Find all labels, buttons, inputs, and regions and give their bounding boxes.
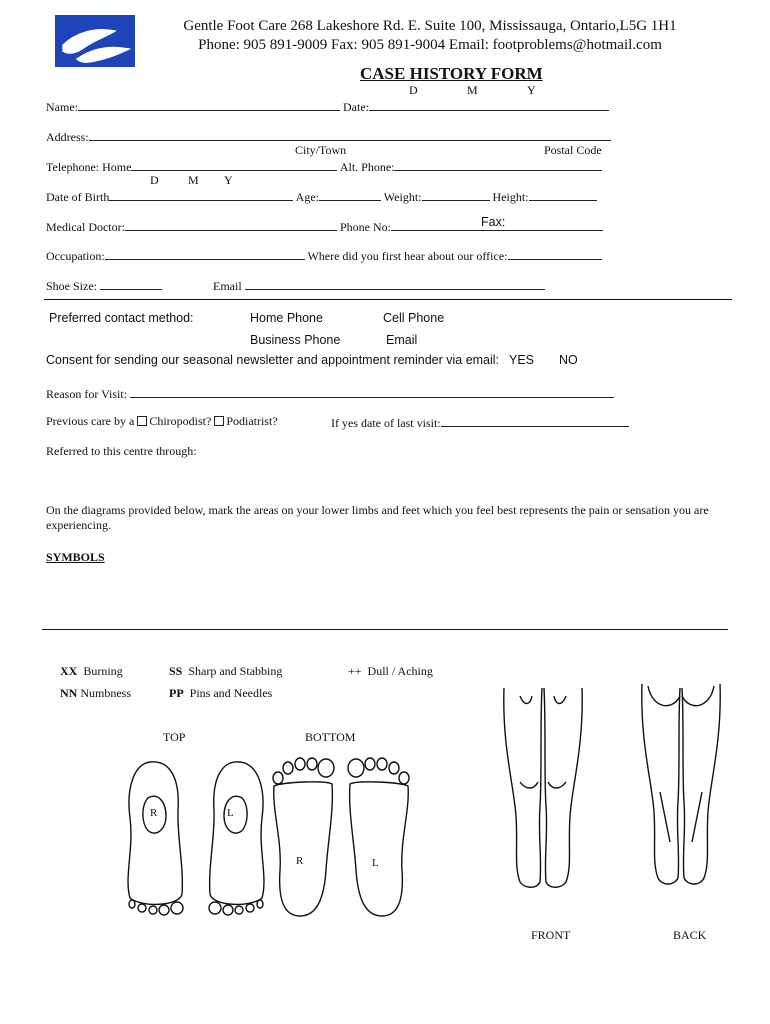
symbols-heading: SYMBOLS — [46, 550, 105, 564]
doctor-row — [46, 218, 603, 235]
right-foot-bottom-diagram[interactable] — [268, 750, 338, 920]
shoe-size-row — [46, 277, 162, 294]
legend-dull-code: ++ — [348, 664, 362, 678]
name-field[interactable] — [78, 98, 340, 111]
date-year-label: Y — [527, 83, 536, 97]
right-foot-top-letter: R — [150, 807, 158, 819]
chiropodist-checkbox[interactable] — [137, 416, 147, 426]
alt-phone-field[interactable] — [394, 158, 602, 171]
clinic-contact: Phone: 905 891-9009 Fax: 905 891-9004 Email: footproblems@hotmail.com — [198, 37, 662, 53]
contact-email-option[interactable]: Email — [386, 333, 418, 347]
date-day-label: D — [409, 83, 418, 97]
doctor-label: Medical Doctor: — [46, 220, 125, 234]
right-foot-bottom-letter: R — [296, 855, 304, 867]
shoe-size-field[interactable] — [100, 277, 162, 290]
right-foot-top-diagram[interactable] — [122, 758, 192, 918]
alt-phone-label: Alt. Phone: — [339, 160, 395, 174]
top-view-label: TOP — [163, 730, 186, 744]
front-view-label: FRONT — [531, 928, 571, 942]
legend-dull — [348, 664, 433, 679]
legend-numbness-text: Numbness — [80, 686, 132, 700]
contact-cell-phone-option[interactable]: Cell Phone — [383, 311, 445, 325]
symbols-divider — [42, 629, 728, 630]
section-divider — [44, 299, 732, 300]
dob-field[interactable] — [109, 188, 293, 201]
legend-burning-code: XX — [60, 664, 78, 678]
prev-care-row — [46, 414, 278, 429]
age-field[interactable] — [319, 188, 381, 201]
legs-front-diagram[interactable] — [500, 686, 586, 896]
legend-burning — [60, 664, 123, 679]
left-foot-top-letter: L — [227, 807, 234, 819]
reason-label: Reason for Visit: — [46, 387, 128, 401]
legend-pins — [169, 686, 272, 701]
doctor-phone-label: Phone No: — [339, 220, 391, 234]
shoe-size-label: Shoe Size: — [46, 279, 97, 293]
address-field[interactable] — [89, 128, 611, 141]
age-label: Age: — [295, 190, 319, 204]
postal-label: Postal Code — [544, 143, 602, 157]
contact-home-phone-option[interactable]: Home Phone — [250, 311, 323, 325]
legend-sharp-text: Sharp and Stabbing — [188, 664, 283, 678]
dob-year-label: Y — [224, 173, 233, 187]
clinic-logo — [55, 15, 135, 67]
weight-label: Weight: — [383, 190, 422, 204]
legs-back-diagram[interactable] — [638, 682, 724, 892]
email-label: Email — [213, 279, 242, 293]
date-label: Date: — [343, 100, 369, 114]
dob-row — [46, 188, 597, 205]
last-visit-field[interactable] — [441, 414, 629, 427]
dob-month-label: M — [188, 173, 199, 187]
hear-about-label: Where did you first hear about our office: — [307, 249, 508, 263]
consent-yes-option[interactable]: YES — [509, 353, 535, 367]
email-field[interactable] — [245, 277, 545, 290]
podiatrist-checkbox[interactable] — [214, 416, 224, 426]
name-label: Name: — [46, 100, 78, 114]
date-field[interactable] — [369, 98, 609, 111]
legend-pins-code: PP — [169, 686, 184, 700]
legend-sharp — [169, 664, 282, 679]
form-title: CASE HISTORY FORM — [360, 64, 543, 83]
legend-numbness — [60, 686, 131, 701]
height-field[interactable] — [529, 188, 597, 201]
dob-label: Date of Birth — [46, 190, 110, 204]
weight-field[interactable] — [422, 188, 490, 201]
email-row — [213, 277, 545, 294]
diagram-instructions: On the diagrams provided below, mark the areas on your lower limbs and feet which you feel best represents the pain or sensation you are experiencing. — [46, 503, 709, 532]
city-label: City/Town — [295, 143, 347, 157]
reason-row — [46, 385, 614, 402]
legend-sharp-code: SS — [169, 664, 183, 678]
last-visit-row — [331, 414, 629, 431]
back-view-label: BACK — [673, 928, 707, 942]
legend-numbness-code: NN — [60, 686, 78, 700]
left-foot-bottom-letter: L — [372, 857, 379, 869]
telephone-row — [46, 158, 602, 175]
reason-field[interactable] — [130, 385, 614, 398]
home-phone-field[interactable] — [131, 158, 337, 171]
contact-method-label: Preferred contact method: — [49, 311, 194, 325]
legend-dull-text: Dull / Aching — [367, 664, 433, 678]
name-row — [46, 98, 609, 115]
consent-text: Consent for sending our seasonal newsletter and appointment reminder via email: — [46, 353, 500, 367]
legend-pins-text: Pins and Needles — [189, 686, 273, 700]
home-phone-label: Telephone: Home — [46, 160, 132, 174]
podiatrist-label: Podiatrist? — [226, 414, 278, 428]
height-label: Height: — [492, 190, 529, 204]
address-label: Address: — [46, 130, 89, 144]
left-foot-bottom-diagram[interactable] — [344, 750, 414, 920]
consent-no-option[interactable]: NO — [559, 353, 578, 367]
contact-business-phone-option[interactable]: Business Phone — [250, 333, 341, 347]
date-month-label: M — [467, 83, 478, 97]
bottom-view-label: BOTTOM — [305, 730, 356, 744]
clinic-address: Gentle Foot Care 268 Lakeshore Rd. E. Suite 100, Mississauga, Ontario,L5G 1H1 — [183, 18, 677, 34]
doctor-field[interactable] — [125, 218, 337, 231]
fax-label: Fax: — [481, 215, 506, 229]
occupation-label: Occupation: — [46, 249, 105, 263]
legend-burning-text: Burning — [83, 664, 123, 678]
last-visit-label: If yes date of last visit: — [331, 416, 441, 430]
occupation-field[interactable] — [105, 247, 305, 260]
hear-about-field[interactable] — [508, 247, 602, 260]
referred-label: Referred to this centre through: — [46, 444, 197, 458]
hands-foot-logo-icon — [55, 15, 135, 67]
left-foot-top-diagram[interactable] — [200, 758, 270, 918]
chiropodist-label: Chiropodist? — [149, 414, 212, 428]
dob-day-label: D — [150, 173, 159, 187]
prev-care-label: Previous care by a — [46, 414, 135, 428]
occupation-row — [46, 247, 602, 264]
